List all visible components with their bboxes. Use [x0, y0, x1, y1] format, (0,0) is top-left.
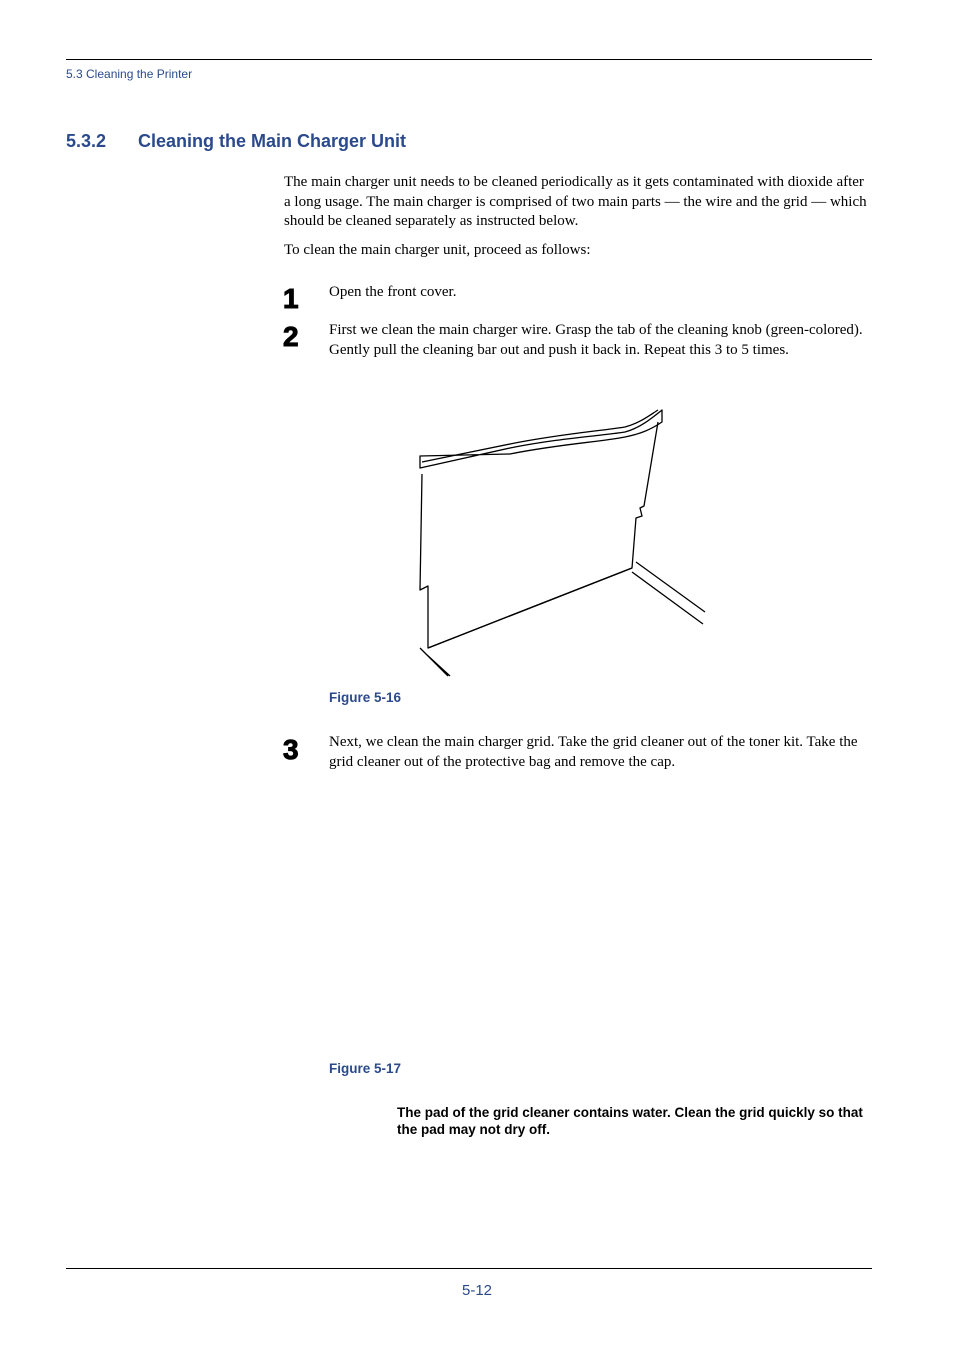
header-rule	[66, 59, 872, 60]
running-head: 5.3 Cleaning the Printer	[66, 67, 193, 81]
charger-cover-panel	[420, 422, 658, 648]
intro-paragraph: The main charger unit needs to be cleaned periodically as it gets contaminated with dioxide after a long usage. The main charger is comprised of two main parts — the wire and the grid — which should be cleaned separately as instructed below.	[284, 174, 867, 230]
charger-right-rail	[632, 562, 705, 624]
page-number: 5-12	[461, 1282, 493, 1299]
step-number-3: 3	[283, 734, 299, 765]
figure-5-16-caption: Figure 5-16	[329, 690, 402, 705]
intro-lead-in: To clean the main charger unit, proceed as follows:	[284, 242, 591, 258]
charger-left-foot	[420, 648, 450, 676]
section-title: Cleaning the Main Charger Unit	[138, 131, 407, 151]
step-text-2: First we clean the main charger wire. Grasp the tab of the cleaning knob (green-colored). Gently pull the cleaning bar out and push it back in. Repeat this 3 to 5 times.	[329, 322, 863, 358]
step-text-3: Next, we clean the main charger grid. Take the grid cleaner out of the toner kit. Take the grid cleaner out of the protective bag and remove the cap.	[329, 734, 858, 770]
figure-5-17-caption: Figure 5-17	[329, 1061, 402, 1076]
caution-note: The pad of the grid cleaner contains water. Clean the grid quickly so that the pad may not dry off.	[397, 1105, 863, 1137]
charger-rail-inner-line	[422, 410, 658, 462]
charger-base-edge	[428, 568, 632, 648]
footer-rule	[66, 1268, 872, 1269]
step-number-2: 2	[283, 321, 299, 352]
step-text-1: Open the front cover.	[329, 284, 457, 300]
main-charger-illustration	[400, 400, 720, 680]
step-number-1: 1	[283, 283, 299, 314]
section-number: 5.3.2	[66, 131, 107, 151]
section-heading	[66, 131, 406, 152]
